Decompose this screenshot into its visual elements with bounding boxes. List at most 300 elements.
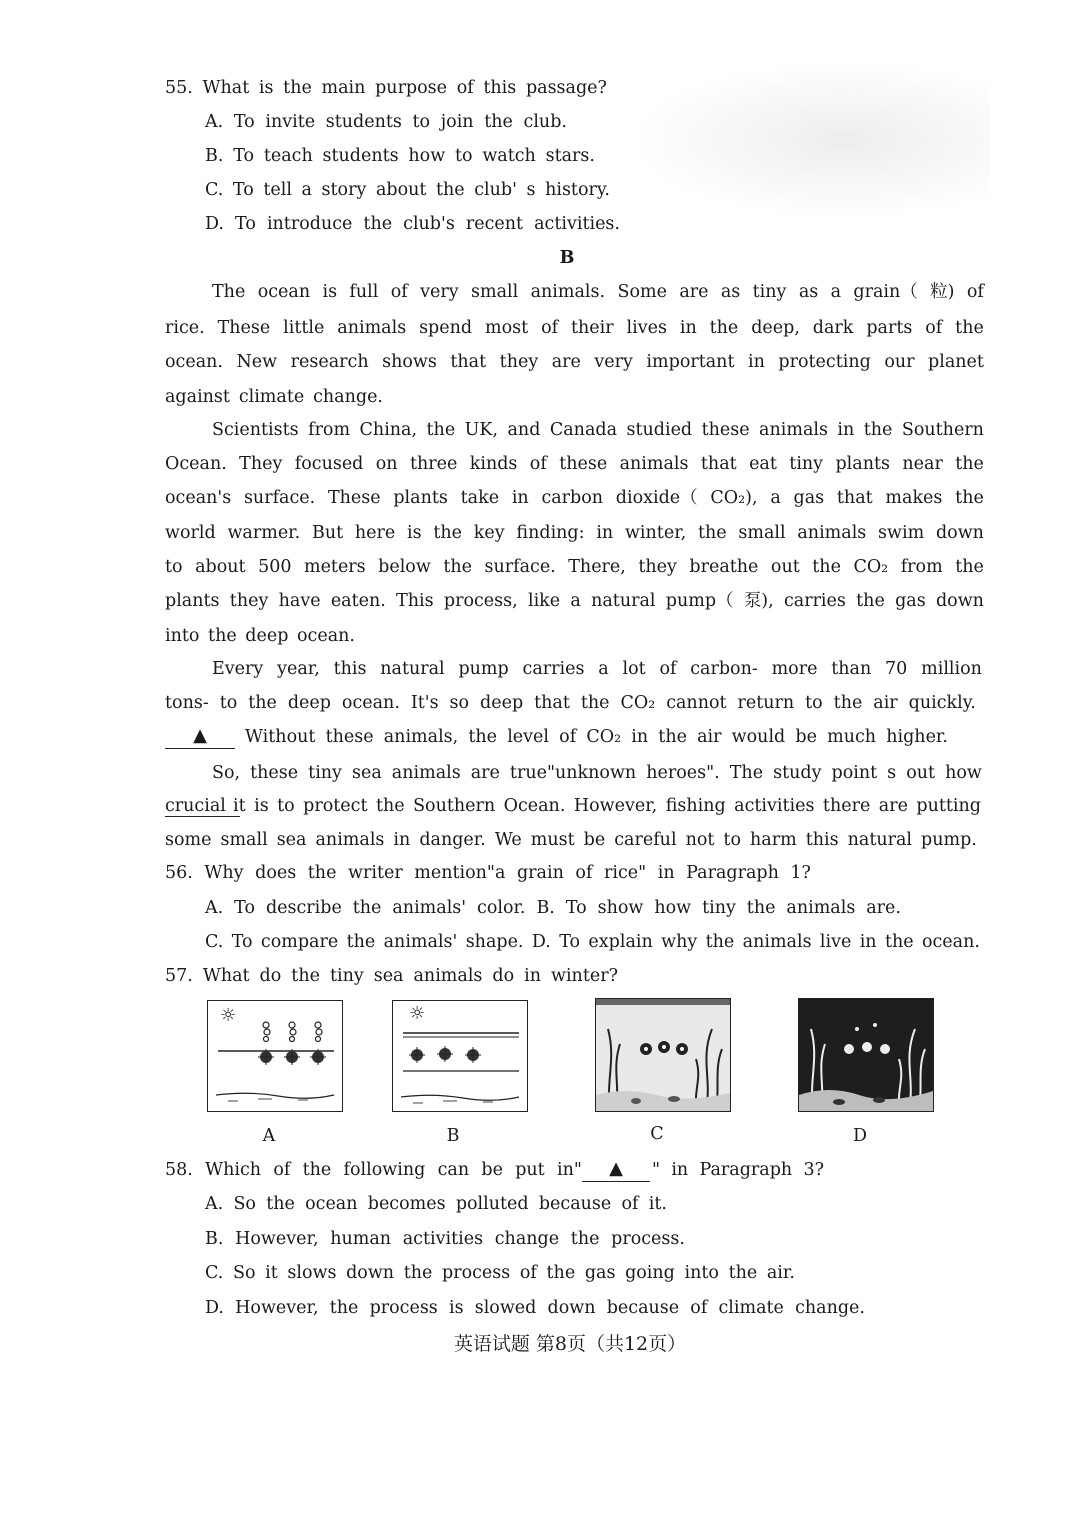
page-footer: 英语试题 第8页（共12页）: [453, 1333, 687, 1355]
word: the: [329, 1298, 359, 1318]
word: protect: [303, 796, 368, 816]
word: ocean.: [165, 352, 223, 372]
passage-underlined-word: crucial: [165, 794, 240, 818]
word: world: [165, 523, 216, 543]
word: 70: [885, 659, 908, 679]
passage-line-5: [212, 418, 984, 442]
word: tiny: [702, 898, 736, 918]
word: students: [322, 146, 399, 166]
word: becomes: [367, 1194, 446, 1214]
passage-line-4: [165, 385, 383, 409]
word: shape.: [465, 932, 524, 952]
word: not: [685, 830, 715, 850]
word: do: [492, 966, 515, 986]
word: in: [859, 932, 877, 952]
word: gas: [584, 1263, 616, 1283]
word: than: [831, 659, 872, 679]
word: animals: [742, 932, 812, 952]
word: climate: [718, 1298, 784, 1318]
word: pump（: [665, 591, 734, 611]
word: here: [354, 523, 396, 543]
word: more: [771, 659, 818, 679]
word: 500: [258, 557, 292, 577]
word: 57.: [165, 966, 193, 986]
word: below: [378, 557, 431, 577]
word: these: [250, 763, 299, 783]
word: down: [935, 523, 984, 543]
word: small: [220, 830, 268, 850]
word: CO₂: [620, 693, 656, 713]
word: deep: [480, 693, 524, 713]
word: Why: [204, 863, 244, 883]
word: to: [454, 146, 473, 166]
word: animals: [413, 966, 483, 986]
word: breathe: [689, 557, 759, 577]
word: the: [580, 693, 610, 713]
word: deep: [287, 693, 331, 713]
word: have: [278, 591, 321, 611]
word: To: [234, 898, 255, 918]
word: research: [290, 352, 369, 372]
word: lot: [622, 659, 646, 679]
word: ocean: [257, 282, 311, 302]
word: the: [426, 420, 456, 440]
word: the: [658, 727, 687, 747]
word: the: [302, 1160, 332, 1180]
word: introduce: [266, 214, 353, 234]
word: CO₂),: [710, 488, 758, 508]
scan-shadow: [630, 60, 990, 220]
word: color.: [477, 898, 526, 918]
word: However,: [235, 1298, 319, 1318]
word: slowed: [474, 1298, 537, 1318]
passage-line-2: [165, 316, 984, 340]
word: tell: [263, 180, 292, 200]
word: plants: [835, 454, 890, 474]
word: club's: [403, 214, 455, 234]
word: it: [233, 796, 246, 816]
word: would: [731, 727, 786, 747]
word: following: [343, 1160, 426, 1180]
passage-line-6: [165, 452, 984, 476]
word: sea: [351, 763, 382, 783]
word: the: [208, 626, 237, 646]
word: tiny: [329, 966, 364, 986]
word: deep,: [751, 318, 800, 338]
word: to: [219, 693, 238, 713]
word: writer: [348, 863, 403, 883]
word: like: [527, 591, 561, 611]
word: of: [559, 727, 577, 747]
word: are: [470, 763, 500, 783]
word: are: [551, 352, 581, 372]
word: of: [273, 1160, 291, 1180]
word: So: [233, 1194, 256, 1214]
word: put: [515, 1160, 545, 1180]
word: true"unknown: [509, 763, 637, 783]
word: the: [728, 1263, 758, 1283]
word: going: [625, 1263, 675, 1283]
word: animals: [337, 318, 407, 338]
word: most: [485, 318, 529, 338]
word: pump: [458, 659, 509, 679]
q57-picture-b[interactable]: [392, 1000, 528, 1112]
word: 粒): [930, 282, 955, 302]
word: to: [165, 557, 183, 577]
word: into: [165, 626, 200, 646]
word: a: [598, 659, 609, 679]
passage-line-14: [245, 725, 948, 749]
word: air: [697, 727, 722, 747]
word: They: [239, 454, 283, 474]
word: The: [729, 763, 764, 783]
word: the: [697, 523, 727, 543]
q56-stem: [165, 861, 811, 885]
word: Southern: [413, 796, 496, 816]
word: that: [450, 352, 487, 372]
word: slows: [287, 1263, 337, 1283]
word: the: [375, 796, 405, 816]
word: is: [448, 1298, 464, 1318]
word: pump.: [921, 830, 977, 850]
sun-icon: ☼: [409, 1003, 426, 1024]
word: To: [559, 932, 581, 952]
word: natural: [847, 830, 913, 850]
word: Southern: [901, 420, 984, 440]
passage-line-12: [212, 657, 982, 681]
word: in: [393, 830, 411, 850]
word: is: [407, 523, 422, 543]
q57-stem: [165, 964, 618, 988]
word: protecting: [778, 352, 871, 372]
word: be: [583, 830, 606, 850]
word: how: [408, 146, 446, 166]
word: rice.: [165, 318, 205, 338]
word: C.: [205, 180, 224, 200]
word: the: [468, 727, 498, 747]
word: some: [165, 830, 212, 850]
word: of: [529, 454, 547, 474]
word: planet: [928, 352, 984, 372]
word: small: [471, 282, 519, 302]
word: out: [906, 763, 936, 783]
word: It's: [410, 693, 439, 713]
word: carbon: [541, 488, 604, 508]
word: quickly.: [908, 693, 976, 713]
word: Ocean.: [503, 796, 566, 816]
passage-line-8: [165, 521, 984, 545]
word: New: [236, 352, 278, 372]
word: in: [511, 488, 529, 508]
word: the: [955, 454, 984, 474]
word: of: [659, 659, 677, 679]
word: 55.: [165, 78, 193, 98]
word: putting: [916, 796, 981, 816]
word: focused: [294, 454, 364, 474]
q58-option-d: [205, 1296, 865, 1320]
word: animals: [391, 763, 461, 783]
word: can: [437, 1160, 470, 1180]
word: the: [955, 557, 984, 577]
q58-blank: [582, 1157, 650, 1182]
word: the: [266, 1194, 295, 1214]
word: So: [232, 1263, 256, 1283]
word: return: [737, 693, 795, 713]
word: watch: [482, 146, 536, 166]
passage-line-10: [165, 589, 984, 613]
word: are.: [866, 898, 901, 918]
passage-line-3: [165, 350, 984, 374]
word: Scientists: [212, 420, 299, 440]
word: on: [375, 454, 398, 474]
word: rice": [603, 863, 647, 883]
word: winter?: [550, 966, 618, 986]
word: is: [258, 78, 274, 98]
word: these: [701, 420, 750, 440]
word: animals.: [530, 282, 606, 302]
passage-line-1: [212, 280, 984, 304]
word: of: [390, 282, 408, 302]
word: this: [333, 659, 367, 679]
word: To: [231, 932, 253, 952]
word: the: [833, 693, 863, 713]
word: harm: [750, 830, 797, 850]
q57-picture-a[interactable]: [207, 1000, 343, 1112]
word: very: [594, 352, 633, 372]
word: natural: [380, 659, 445, 679]
word: meters: [303, 557, 366, 577]
word: shows: [382, 352, 437, 372]
word: Ocean.: [165, 454, 227, 474]
word: invite: [265, 112, 316, 132]
word: the: [812, 557, 841, 577]
word: near: [902, 454, 943, 474]
q58-option-c: [205, 1261, 795, 1285]
word: story: [321, 180, 367, 200]
word: cannot: [666, 693, 727, 713]
word: However,: [235, 1229, 319, 1249]
word: in: [671, 1160, 689, 1180]
word: Paragraph: [699, 1160, 793, 1180]
word: history.: [545, 180, 610, 200]
word: China,: [359, 420, 418, 440]
q57-picture-c[interactable]: [595, 998, 731, 1112]
word: so: [449, 693, 470, 713]
passage-blank: [165, 724, 235, 749]
word: key: [473, 523, 505, 543]
passage-line-13: [165, 691, 976, 715]
word: of: [966, 282, 984, 302]
word: be: [795, 727, 817, 747]
word: in: [748, 352, 765, 372]
word: Some: [617, 282, 667, 302]
q57-label-d: D: [852, 1126, 868, 1146]
word: danger.: [419, 830, 486, 850]
word: these: [325, 727, 374, 747]
word: study: [773, 763, 822, 783]
q57-picture-d[interactable]: [798, 998, 934, 1112]
word: how: [654, 898, 692, 918]
word: is: [322, 282, 338, 302]
word: the: [433, 523, 463, 543]
word: point: [831, 763, 878, 783]
word: animals: [619, 454, 689, 474]
q58-option-b: [205, 1227, 685, 1251]
word: small: [738, 523, 786, 543]
word: activities.: [534, 214, 620, 234]
word: However,: [573, 796, 658, 816]
word: the: [484, 112, 513, 132]
word: the: [570, 1229, 600, 1249]
word: the: [955, 318, 984, 338]
q55-option-d: [205, 212, 620, 236]
word: the: [863, 420, 893, 440]
word: the: [307, 863, 337, 883]
word: s: [887, 763, 897, 783]
word: To: [233, 112, 255, 132]
word: To: [235, 214, 256, 234]
word: B.: [205, 146, 224, 166]
blank-triangle-icon: ▲: [193, 725, 207, 746]
word: that: [836, 488, 873, 508]
word: surface.: [484, 557, 556, 577]
word: a: [301, 180, 312, 200]
word: tons-: [165, 693, 209, 713]
word: that: [700, 454, 737, 474]
word: a: [570, 591, 581, 611]
word: of: [621, 1194, 639, 1214]
word: kinds: [469, 454, 518, 474]
word: carbon-: [690, 659, 758, 679]
word: lives: [626, 318, 667, 338]
word: spend: [419, 318, 473, 338]
word: because: [606, 1298, 680, 1318]
word: sea: [276, 830, 307, 850]
word: Paragraph: [686, 863, 779, 883]
blank-triangle-icon: ▲: [609, 1158, 623, 1179]
word: they: [638, 557, 677, 577]
word: To: [565, 898, 587, 918]
word: Every: [212, 659, 264, 679]
word: 3?: [803, 1160, 824, 1180]
word: To: [232, 180, 254, 200]
section-label: B: [559, 248, 575, 268]
word: of: [925, 318, 943, 338]
word: be: [481, 1160, 503, 1180]
word: 泵),: [743, 591, 774, 611]
word: out: [770, 557, 800, 577]
word: activities: [402, 1229, 484, 1249]
word: in: [524, 966, 541, 986]
word: compare: [260, 932, 339, 952]
word: deep: [245, 626, 289, 646]
word: ocean.: [341, 693, 400, 713]
q55-option-c: [205, 178, 610, 202]
word: tiny: [789, 454, 824, 474]
word: how: [945, 763, 982, 783]
word: a: [830, 282, 842, 302]
word: stars.: [545, 146, 595, 166]
word: does: [255, 863, 297, 883]
word: describe: [265, 898, 342, 918]
word: are: [878, 796, 908, 816]
word: air.: [766, 1263, 795, 1283]
word: process,: [443, 591, 518, 611]
word: process: [369, 1298, 438, 1318]
word: year,: [277, 659, 320, 679]
word: studied: [626, 420, 693, 440]
word: winter,: [624, 523, 687, 543]
word: carries: [522, 659, 585, 679]
word: that: [534, 693, 570, 713]
word: recent: [465, 214, 524, 234]
word: animals: [786, 898, 856, 918]
word: CO₂: [853, 557, 889, 577]
word: ocean.: [297, 626, 355, 646]
word: join: [440, 112, 474, 132]
word: gas: [895, 591, 926, 611]
word: the: [955, 488, 984, 508]
word: careful: [614, 830, 677, 850]
word: the: [546, 1263, 576, 1283]
word: A.: [205, 898, 224, 918]
word: do: [259, 966, 282, 986]
word: must: [530, 830, 575, 850]
q55-option-a: [205, 110, 567, 134]
word: C.: [205, 932, 224, 952]
word: animals: [797, 523, 867, 543]
word: in: [837, 420, 855, 440]
word: 58.: [165, 1160, 193, 1180]
word: change: [494, 1229, 560, 1249]
word: C.: [205, 1263, 224, 1283]
word: much: [827, 727, 877, 747]
word: This: [396, 591, 434, 611]
word: B.: [536, 898, 555, 918]
word: the: [443, 557, 472, 577]
word: from: [308, 420, 351, 440]
word: they: [229, 591, 269, 611]
word: is: [254, 796, 269, 816]
word: little: [283, 318, 325, 338]
sun-icon: ☼: [220, 1005, 237, 1026]
word: they: [499, 352, 539, 372]
word: gas: [793, 488, 825, 508]
word: 1?: [790, 863, 811, 883]
word: main: [321, 78, 366, 98]
word: We: [494, 830, 522, 850]
word: level: [507, 727, 549, 747]
word: club': [474, 180, 517, 200]
word: change.: [313, 387, 383, 407]
word: grain: [516, 863, 564, 883]
word: these: [559, 454, 608, 474]
word: the: [363, 214, 393, 234]
word: the: [346, 932, 376, 952]
word: live: [819, 932, 852, 952]
word: down: [547, 1298, 596, 1318]
word: important: [646, 352, 735, 372]
word: So,: [212, 763, 241, 783]
word: s: [526, 180, 536, 200]
word: the: [856, 591, 885, 611]
word: of: [456, 78, 474, 98]
word: animals': [383, 932, 458, 952]
word: into: [684, 1263, 719, 1283]
word: the: [403, 1263, 433, 1283]
word: The: [212, 282, 246, 302]
q58-stem-pre: [165, 1158, 582, 1182]
